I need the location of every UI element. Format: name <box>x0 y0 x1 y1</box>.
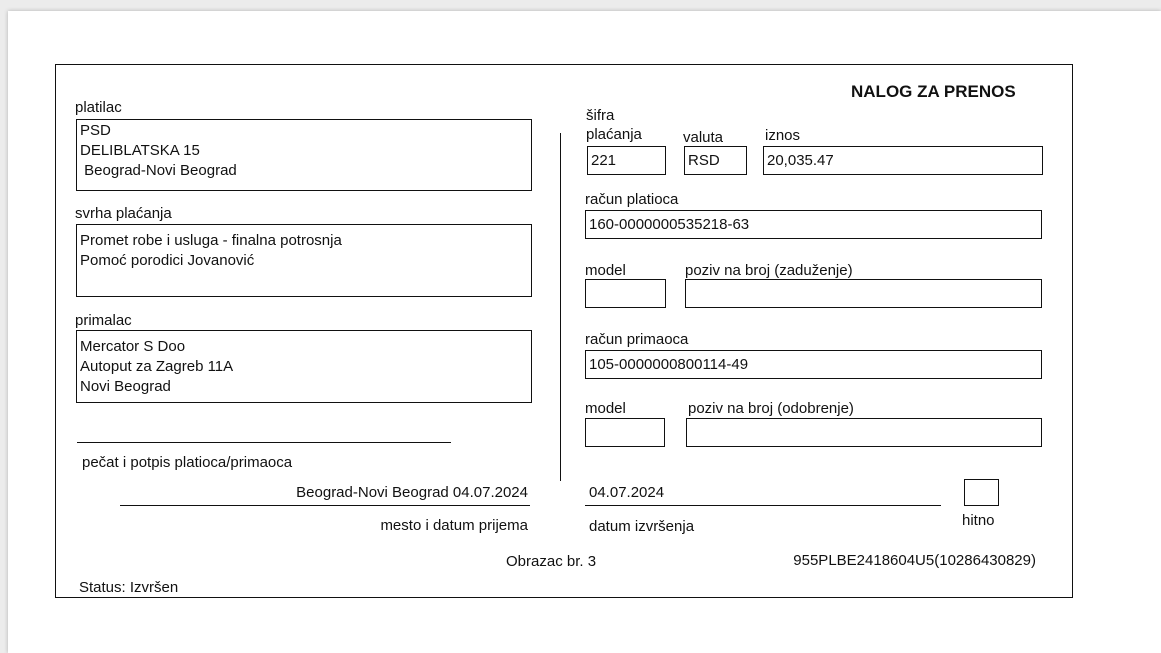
purpose-line: Promet robe i usluga - finalna potrosnja <box>80 232 342 249</box>
currency-value: RSD <box>688 152 720 169</box>
currency-label: valuta <box>683 129 724 146</box>
payment-code-box <box>587 146 666 175</box>
urgent-label: hitno <box>962 512 995 529</box>
amount-box <box>763 146 1043 175</box>
recipient-account-label: račun primaoca <box>585 331 689 348</box>
recipient-account-box <box>585 350 1042 379</box>
debit-model-box <box>585 279 666 308</box>
payer-line: PSD <box>80 122 111 139</box>
payer-box <box>76 119 532 191</box>
amount-value: 20,035.47 <box>767 152 834 169</box>
credit-model-label: model <box>585 400 626 417</box>
credit-model-box <box>585 418 665 447</box>
recipient-box <box>76 330 532 403</box>
payer-label: platilac <box>75 99 122 116</box>
recipient-line: Autoput za Zagreb 11A <box>80 358 234 375</box>
signature-label: pečat i potpis platioca/primaoca <box>82 454 293 471</box>
column-divider <box>560 133 561 481</box>
execution-date-value: 04.07.2024 <box>589 484 665 501</box>
form-title: NALOG ZA PRENOS <box>851 82 1016 101</box>
payment-order-form <box>55 64 1073 598</box>
credit-reference-box <box>686 418 1042 447</box>
place-date-label: mesto i datum prijema <box>380 517 528 534</box>
execution-date-line <box>585 505 941 506</box>
form-number: Obrazac br. 3 <box>506 553 597 570</box>
recipient-line: Novi Beograd <box>80 378 171 395</box>
debit-model-label: model <box>585 262 626 279</box>
debit-reference-box <box>685 279 1042 308</box>
execution-date-label: datum izvršenja <box>589 518 695 535</box>
purpose-line: Pomoć porodici Jovanović <box>80 252 255 269</box>
reference-code: 955PLBE2418604U5(10286430829) <box>793 552 1036 569</box>
recipient-label: primalac <box>75 312 132 329</box>
urgent-checkbox[interactable] <box>964 479 999 506</box>
recipient-line: Mercator S Doo <box>80 338 186 355</box>
place-date-value: Beograd-Novi Beograd 04.07.2024 <box>296 484 528 501</box>
signature-line <box>77 442 451 443</box>
payment-code-value: 221 <box>591 152 617 169</box>
payer-account-value: 160-0000000535218-63 <box>589 216 750 233</box>
debit-reference-label: poziv na broj (zaduženje) <box>685 262 853 279</box>
credit-reference-label: poziv na broj (odobrenje) <box>688 400 854 417</box>
place-date-line <box>120 505 530 506</box>
payer-account-box <box>585 210 1042 239</box>
amount-label: iznos <box>765 127 801 144</box>
purpose-label: svrha plaćanja <box>75 205 172 222</box>
payment-code-label: plaćanja <box>586 126 642 143</box>
payer-account-label: račun platioca <box>585 191 679 208</box>
currency-box <box>684 146 747 175</box>
status-text: Status: Izvršen <box>79 579 179 596</box>
payment-code-label: šifra <box>586 107 615 124</box>
purpose-box <box>76 224 532 297</box>
payer-line: DELIBLATSKA 15 <box>80 142 200 159</box>
recipient-account-value: 105-0000000800114-49 <box>589 356 749 373</box>
payer-line: Beograd-Novi Beograd <box>80 162 237 179</box>
